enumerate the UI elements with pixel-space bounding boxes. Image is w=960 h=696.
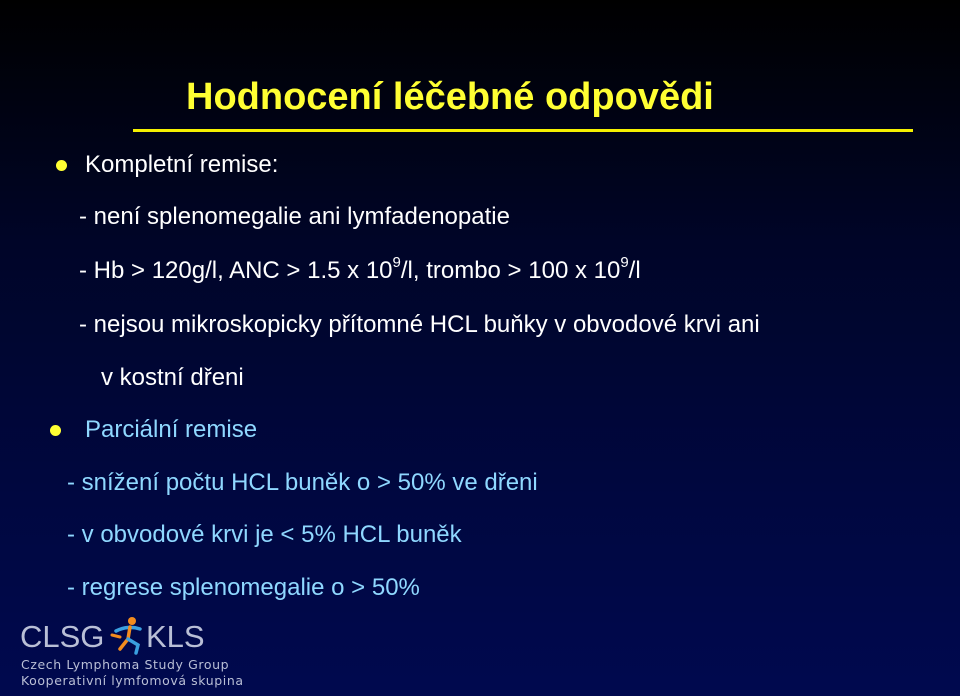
list-item: - v obvodové krvi je < 5% HCL buněk <box>67 521 462 548</box>
title-underline <box>133 129 913 132</box>
logo-left-word: CLSG <box>20 619 105 654</box>
list-item-lab-values <box>79 254 641 285</box>
exponent: 9 <box>620 254 629 271</box>
exponent: 9 <box>392 254 401 271</box>
section-heading-complete: Kompletní remise: <box>85 151 279 178</box>
list-item: - regrese splenomegalie o > 50% <box>67 574 420 601</box>
list-item: - snížení počtu HCL buněk o > 50% ve dřeni <box>67 469 538 496</box>
lab-values-part3: /l <box>628 257 641 284</box>
bullet-dot-icon <box>50 425 61 436</box>
slide-title: Hodnocení léčebné odpovědi <box>186 76 714 118</box>
lab-values-part2: /l, trombo > 100 x 10 <box>400 257 621 284</box>
list-item: - nejsou mikroskopicky přítomné HCL buňky v obvodové krvi ani <box>79 311 760 338</box>
clsg-kls-logo <box>20 617 244 688</box>
running-figure-icon <box>110 615 150 655</box>
section-heading-partial: Parciální remise <box>85 416 258 443</box>
list-item: - není splenomegalie ani lymfadenopatie <box>79 203 510 230</box>
logo-right-word: KLS <box>146 619 205 654</box>
list-item-continuation: v kostní dřeni <box>101 364 244 391</box>
lab-values-part1: - Hb > 120g/l, ANC > 1.5 x 10 <box>79 257 393 284</box>
logo-subtitle-2: Kooperativní lymfomová skupina <box>21 673 244 688</box>
bullet-dot-icon <box>56 160 67 171</box>
logo-subtitle-1: Czech Lymphoma Study Group <box>21 657 230 672</box>
